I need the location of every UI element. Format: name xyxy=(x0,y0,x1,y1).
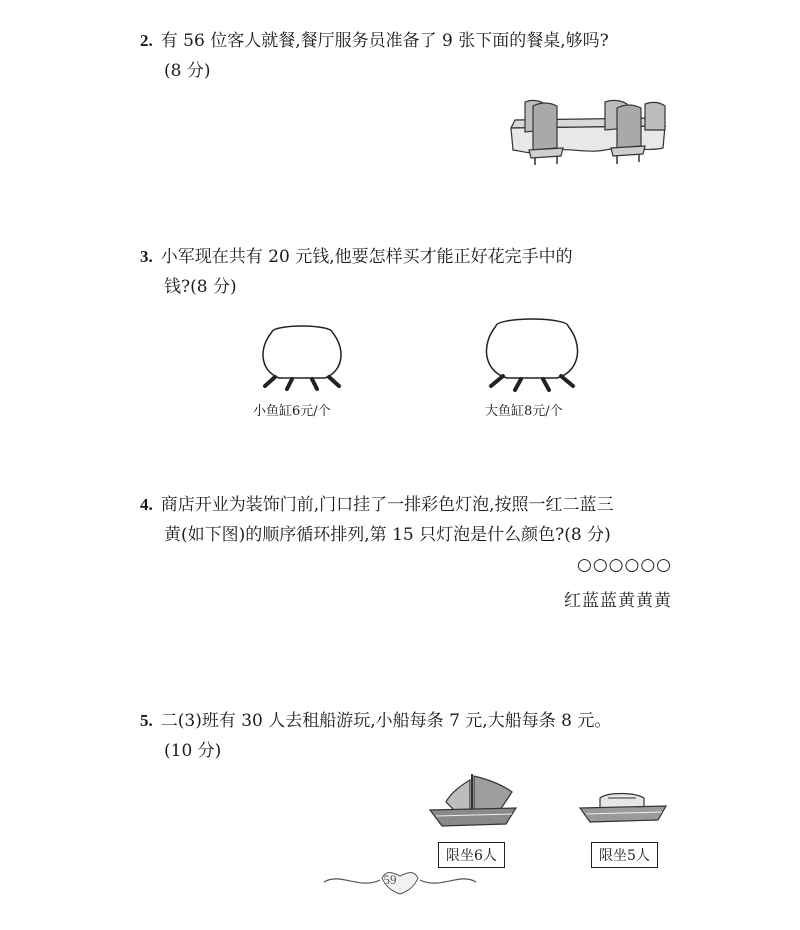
question-3 xyxy=(140,242,680,302)
question-number: 2. xyxy=(140,31,153,50)
dining-table-illustration xyxy=(505,100,670,165)
question-number: 4. xyxy=(140,495,153,514)
question-number: 5. xyxy=(140,711,153,730)
question-2 xyxy=(140,26,680,86)
page-number: 59 xyxy=(383,872,397,887)
bulb-color-labels: 红蓝蓝黄黄黄 xyxy=(564,591,672,611)
question-5-line2: (10 分) xyxy=(164,741,222,761)
large-fish-tank-icon xyxy=(483,316,581,394)
question-number: 3. xyxy=(140,247,153,266)
question-3-line1 xyxy=(140,242,680,272)
small-fish-tank-icon xyxy=(257,322,347,392)
small-fish-tank-caption: 小鱼缸6元/个 xyxy=(253,404,331,419)
question-4 xyxy=(140,490,680,550)
sailboat-capacity-label: 限坐6人 xyxy=(438,842,505,868)
question-text: 有 56 位客人就餐,餐厅服务员准备了 9 张下面的餐桌,够吗? xyxy=(160,31,609,51)
question-2-line1 xyxy=(140,26,680,56)
bulb-row: ○○○○○○ xyxy=(576,555,672,575)
sailboat-icon xyxy=(428,770,518,832)
question-4-line1 xyxy=(140,490,680,520)
question-4-line2: 黄(如下图)的顺序循环排列,第 15 只灯泡是什么颜色?(8 分) xyxy=(164,525,611,545)
question-3-line2: 钱?(8 分) xyxy=(164,277,237,297)
large-fish-tank-caption: 大鱼缸8元/个 xyxy=(485,404,563,419)
question-text: 小军现在共有 20 元钱,他要怎样买才能正好花完手中的 xyxy=(160,247,573,267)
question-5-line1 xyxy=(140,706,680,736)
small-boat-capacity-label: 限坐5人 xyxy=(591,842,658,868)
question-text: 商店开业为装饰门前,门口挂了一排彩色灯泡,按照一红二蓝三 xyxy=(160,495,614,515)
question-2-line2: (8 分) xyxy=(164,61,211,81)
question-5 xyxy=(140,706,680,766)
small-boat-icon xyxy=(578,790,668,830)
question-text: 二(3)班有 30 人去租船游玩,小船每条 7 元,大船每条 8 元。 xyxy=(160,711,612,731)
